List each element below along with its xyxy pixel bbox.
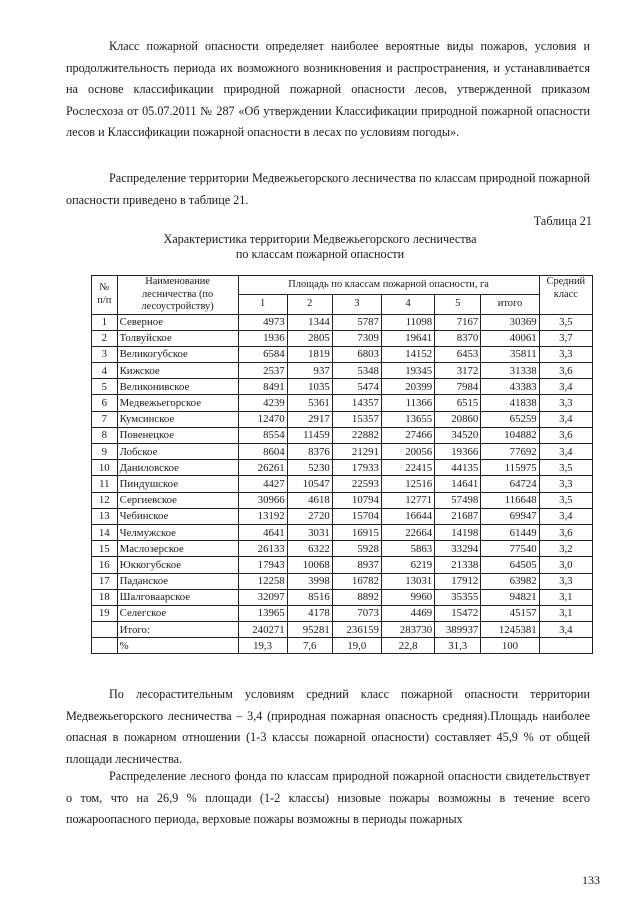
row-value: 4973 <box>238 314 287 330</box>
row-average: 3,4 <box>539 411 592 427</box>
row-average: 3,3 <box>539 573 592 589</box>
total-value: 95281 <box>287 622 332 638</box>
paragraph-average: По лесорастительным условиям средний класс пожарной опасности территории Медвежьегорского лесничества – 3,4 (природная пожарная опасность средняя).Площадь наиболее опасная в пожарном отношении (1-3 классы пожарной опасности) составляет 45,9 % от общей площади лесничества. <box>66 687 590 766</box>
row-value: 6584 <box>238 346 287 362</box>
table-row <box>92 573 593 589</box>
percent-value: 31,3 <box>435 638 481 654</box>
row-value: 8516 <box>287 589 332 605</box>
row-value: 21291 <box>332 444 381 460</box>
row-value: 8554 <box>238 427 287 443</box>
row-value: 104882 <box>481 427 539 443</box>
row-value: 20056 <box>381 444 434 460</box>
table-row <box>92 346 593 362</box>
percent-value: 22,8 <box>381 638 434 654</box>
row-value: 16915 <box>332 524 381 540</box>
table-row <box>92 605 593 621</box>
paragraph-forest-fund: Распределение лесного фонда по классам природной пожарной опасности свидетельствует о том, что на 26,9 % площади (1-2 классы) низовые пожары возможны в течение всего пожароопасного периода, верховые пожары возможны в периоды пожарных <box>66 769 590 826</box>
header-num: № п/п <box>92 276 118 315</box>
total-value: 1245381 <box>481 622 539 638</box>
row-name: Сергиевское <box>117 492 238 508</box>
row-value: 20399 <box>381 379 434 395</box>
row-value: 19641 <box>381 330 434 346</box>
row-value: 41838 <box>481 395 539 411</box>
table-row <box>92 427 593 443</box>
table-row <box>92 444 593 460</box>
paragraph-distribution: Распределение территории Медвежьегорского лесничества по классам природной пожарной опасности приведено в таблице 21. <box>66 171 590 207</box>
row-value: 64724 <box>481 476 539 492</box>
row-name: Челмужское <box>117 524 238 540</box>
row-value: 4239 <box>238 395 287 411</box>
row-value: 4427 <box>238 476 287 492</box>
row-name: Паданское <box>117 573 238 589</box>
header-name: Наименование лесничества (по лесоустройству) <box>117 276 238 315</box>
row-value: 64505 <box>481 557 539 573</box>
row-number: 15 <box>92 541 118 557</box>
row-value: 7073 <box>332 605 381 621</box>
row-average: 3,5 <box>539 492 592 508</box>
row-value: 30966 <box>238 492 287 508</box>
row-value: 22593 <box>332 476 381 492</box>
row-value: 16782 <box>332 573 381 589</box>
table-row <box>92 411 593 427</box>
row-value: 44135 <box>435 460 481 476</box>
page-number: 133 <box>582 873 600 887</box>
row-value: 15704 <box>332 508 381 524</box>
header-class-3: 3 <box>332 295 381 314</box>
header-area: Площадь по классам пожарной опасности, га <box>238 276 539 295</box>
row-average: 3,4 <box>539 444 592 460</box>
row-value: 14198 <box>435 524 481 540</box>
row-name: Медвежьегорское <box>117 395 238 411</box>
row-number: 6 <box>92 395 118 411</box>
row-name: Великогубское <box>117 346 238 362</box>
row-value: 40061 <box>481 330 539 346</box>
row-value: 1936 <box>238 330 287 346</box>
percent-average <box>539 638 592 654</box>
row-value: 12771 <box>381 492 434 508</box>
table-row <box>92 589 593 605</box>
row-value: 10794 <box>332 492 381 508</box>
row-value: 32097 <box>238 589 287 605</box>
row-number: 14 <box>92 524 118 540</box>
percent-label: % <box>117 638 238 654</box>
row-value: 57498 <box>435 492 481 508</box>
row-name: Великонивское <box>117 379 238 395</box>
row-name: Повенецкое <box>117 427 238 443</box>
row-value: 8491 <box>238 379 287 395</box>
table-row <box>92 508 593 524</box>
table-row <box>92 314 593 330</box>
total-value: 389937 <box>435 622 481 638</box>
percent-value: 19,3 <box>238 638 287 654</box>
total-average: 3,4 <box>539 622 592 638</box>
row-value: 13965 <box>238 605 287 621</box>
row-average: 3,6 <box>539 427 592 443</box>
row-value: 8370 <box>435 330 481 346</box>
row-value: 22882 <box>332 427 381 443</box>
row-average: 3,6 <box>539 363 592 379</box>
row-value: 10547 <box>287 476 332 492</box>
row-name: Толвуйское <box>117 330 238 346</box>
row-average: 3,3 <box>539 395 592 411</box>
header-class-5: 5 <box>435 295 481 314</box>
row-value: 13192 <box>238 508 287 524</box>
table-row <box>92 363 593 379</box>
table-row <box>92 330 593 346</box>
table-row <box>92 492 593 508</box>
header-class-4: 4 <box>381 295 434 314</box>
row-value: 116648 <box>481 492 539 508</box>
row-value: 63982 <box>481 573 539 589</box>
row-average: 3,7 <box>539 330 592 346</box>
total-value: 283730 <box>381 622 434 638</box>
total-value: 236159 <box>332 622 381 638</box>
row-average: 3,1 <box>539 589 592 605</box>
row-value: 2805 <box>287 330 332 346</box>
row-name: Селегское <box>117 605 238 621</box>
row-value: 4641 <box>238 524 287 540</box>
row-average: 3,3 <box>539 346 592 362</box>
row-value: 8937 <box>332 557 381 573</box>
row-value: 15357 <box>332 411 381 427</box>
percent-num <box>92 638 118 654</box>
row-value: 12258 <box>238 573 287 589</box>
row-value: 2537 <box>238 363 287 379</box>
row-value: 3172 <box>435 363 481 379</box>
row-value: 14641 <box>435 476 481 492</box>
row-number: 10 <box>92 460 118 476</box>
table-row <box>92 476 593 492</box>
row-value: 33294 <box>435 541 481 557</box>
row-value: 22664 <box>381 524 434 540</box>
table-label: Таблица 21 <box>533 214 592 228</box>
row-average: 3,1 <box>539 605 592 621</box>
row-average: 3,6 <box>539 524 592 540</box>
row-value: 31338 <box>481 363 539 379</box>
row-value: 13031 <box>381 573 434 589</box>
row-value: 937 <box>287 363 332 379</box>
row-value: 4618 <box>287 492 332 508</box>
row-value: 19366 <box>435 444 481 460</box>
percent-value: 100 <box>481 638 539 654</box>
row-value: 17943 <box>238 557 287 573</box>
row-value: 1344 <box>287 314 332 330</box>
row-number: 7 <box>92 411 118 427</box>
row-number: 17 <box>92 573 118 589</box>
fire-class-table <box>91 275 593 654</box>
row-name: Юккогубское <box>117 557 238 573</box>
row-value: 5348 <box>332 363 381 379</box>
row-value: 5361 <box>287 395 332 411</box>
row-number: 11 <box>92 476 118 492</box>
caption-line-2: по классам пожарной опасности <box>235 247 405 261</box>
row-name: Северное <box>117 314 238 330</box>
row-value: 5787 <box>332 314 381 330</box>
table-row <box>92 379 593 395</box>
total-num <box>92 622 118 638</box>
row-number: 13 <box>92 508 118 524</box>
row-value: 35355 <box>435 589 481 605</box>
row-value: 5928 <box>332 541 381 557</box>
row-value: 65259 <box>481 411 539 427</box>
row-value: 6219 <box>381 557 434 573</box>
row-value: 26133 <box>238 541 287 557</box>
percent-row <box>92 638 593 654</box>
header-class-2: 2 <box>287 295 332 314</box>
row-number: 18 <box>92 589 118 605</box>
row-average: 3,4 <box>539 379 592 395</box>
row-number: 4 <box>92 363 118 379</box>
header-avg: Средний класс <box>539 276 592 315</box>
row-name: Лобское <box>117 444 238 460</box>
row-value: 21338 <box>435 557 481 573</box>
paragraph-intro: Класс пожарной опасности определяет наиболее вероятные виды пожаров, условия и продолжительность периода их возможного возникновения и распространения, и устанавливается на основе классификации природной пожарной опасности лесов, утвержденной приказом Рослесхоза от 05.07.2011 № 287 «Об утверждении Классификации природной пожарной опасности лесов и Классификации пожарной опасности в лесах по условиям погоды». <box>66 39 590 139</box>
row-number: 16 <box>92 557 118 573</box>
row-value: 21687 <box>435 508 481 524</box>
row-value: 4469 <box>381 605 434 621</box>
percent-value: 7,6 <box>287 638 332 654</box>
table-row <box>92 460 593 476</box>
row-value: 3998 <box>287 573 332 589</box>
row-value: 17912 <box>435 573 481 589</box>
row-value: 27466 <box>381 427 434 443</box>
row-value: 2720 <box>287 508 332 524</box>
row-name: Маслозерское <box>117 541 238 557</box>
row-value: 15472 <box>435 605 481 621</box>
row-value: 11098 <box>381 314 434 330</box>
row-number: 2 <box>92 330 118 346</box>
row-name: Кижское <box>117 363 238 379</box>
row-value: 7984 <box>435 379 481 395</box>
row-value: 22415 <box>381 460 434 476</box>
row-number: 3 <box>92 346 118 362</box>
row-value: 9960 <box>381 589 434 605</box>
row-number: 9 <box>92 444 118 460</box>
row-value: 6453 <box>435 346 481 362</box>
row-value: 5474 <box>332 379 381 395</box>
row-value: 45157 <box>481 605 539 621</box>
row-value: 7167 <box>435 314 481 330</box>
row-name: Шалговаарское <box>117 589 238 605</box>
table-caption <box>120 232 520 262</box>
row-value: 13655 <box>381 411 434 427</box>
row-name: Кумсинское <box>117 411 238 427</box>
row-value: 20860 <box>435 411 481 427</box>
row-value: 30369 <box>481 314 539 330</box>
row-average: 3,4 <box>539 508 592 524</box>
row-value: 26261 <box>238 460 287 476</box>
row-value: 6803 <box>332 346 381 362</box>
row-value: 16644 <box>381 508 434 524</box>
row-value: 1035 <box>287 379 332 395</box>
total-value: 240271 <box>238 622 287 638</box>
row-value: 4178 <box>287 605 332 621</box>
row-value: 43383 <box>481 379 539 395</box>
table-row <box>92 557 593 573</box>
table-row <box>92 524 593 540</box>
row-value: 11459 <box>287 427 332 443</box>
row-average: 3,3 <box>539 476 592 492</box>
caption-line-1: Характеристика территории Медвежьегорского лесничества <box>163 232 477 246</box>
row-value: 11366 <box>381 395 434 411</box>
row-value: 8604 <box>238 444 287 460</box>
row-value: 7309 <box>332 330 381 346</box>
row-value: 12516 <box>381 476 434 492</box>
row-value: 94821 <box>481 589 539 605</box>
row-average: 3,5 <box>539 314 592 330</box>
row-value: 35811 <box>481 346 539 362</box>
header-class-1: 1 <box>238 295 287 314</box>
row-value: 2917 <box>287 411 332 427</box>
row-value: 12470 <box>238 411 287 427</box>
row-number: 1 <box>92 314 118 330</box>
row-name: Чебинское <box>117 508 238 524</box>
row-value: 77540 <box>481 541 539 557</box>
row-value: 8376 <box>287 444 332 460</box>
row-value: 5230 <box>287 460 332 476</box>
row-value: 1819 <box>287 346 332 362</box>
row-value: 6322 <box>287 541 332 557</box>
table-row <box>92 541 593 557</box>
row-value: 34520 <box>435 427 481 443</box>
row-value: 6515 <box>435 395 481 411</box>
row-average: 3,2 <box>539 541 592 557</box>
row-value: 14357 <box>332 395 381 411</box>
percent-value: 19,0 <box>332 638 381 654</box>
row-value: 77692 <box>481 444 539 460</box>
row-number: 12 <box>92 492 118 508</box>
row-value: 61449 <box>481 524 539 540</box>
row-value: 17933 <box>332 460 381 476</box>
row-value: 19345 <box>381 363 434 379</box>
header-class-6: итого <box>481 295 539 314</box>
row-value: 10068 <box>287 557 332 573</box>
row-name: Пиндушское <box>117 476 238 492</box>
total-label: Итого: <box>117 622 238 638</box>
row-value: 8892 <box>332 589 381 605</box>
row-number: 8 <box>92 427 118 443</box>
row-value: 5863 <box>381 541 434 557</box>
row-average: 3,5 <box>539 460 592 476</box>
row-value: 115975 <box>481 460 539 476</box>
row-number: 5 <box>92 379 118 395</box>
row-name: Даниловское <box>117 460 238 476</box>
row-value: 3031 <box>287 524 332 540</box>
table-row <box>92 395 593 411</box>
row-value: 14152 <box>381 346 434 362</box>
row-average: 3,0 <box>539 557 592 573</box>
total-row <box>92 622 593 638</box>
row-value: 69947 <box>481 508 539 524</box>
row-number: 19 <box>92 605 118 621</box>
